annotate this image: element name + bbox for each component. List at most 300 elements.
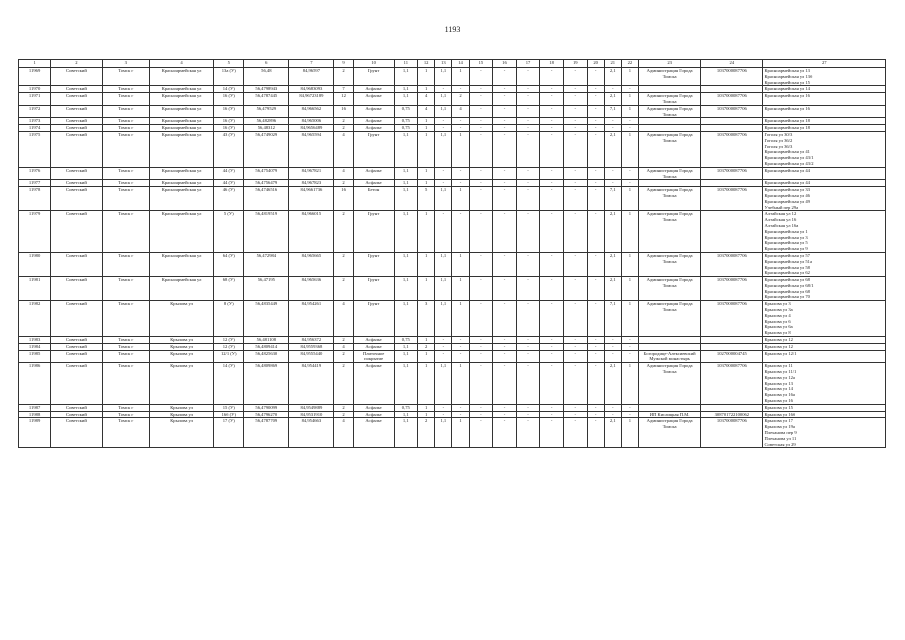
column-header: 16	[493, 60, 517, 68]
table-cell: -	[516, 337, 540, 344]
table-cell: 1,1	[394, 411, 418, 418]
table-cell: Крылова ул 12	[763, 343, 886, 350]
table-cell: -	[469, 68, 493, 86]
table-cell: 5	[418, 187, 435, 211]
table-cell: Алтайская ул 12 Алтайская ул 16 Алтайская ул 16а Красноармейская ул 1 Красноармейская ул 3 Красноармейская ул 5 Красноармейская ул 9	[763, 211, 886, 253]
table-cell: -	[516, 404, 540, 411]
table-cell: 1,1	[435, 252, 452, 276]
table-cell: 11980	[19, 252, 51, 276]
table-cell: -	[621, 180, 638, 187]
table-cell: Советский	[51, 301, 103, 337]
table-cell: Красноармейская ул 57 Красноармейская ул 51а Красноармейская ул 58 Красноармейская ул 62	[763, 252, 886, 276]
table-cell: 16б (У)	[214, 411, 244, 418]
table-cell: 16 (У)	[214, 125, 244, 132]
table-cell: -	[516, 86, 540, 93]
table-cell: Администрация Города Томска	[639, 252, 701, 276]
table-cell: 2,1	[604, 418, 621, 448]
table-cell: 84,965665	[289, 252, 334, 276]
table-cell: -	[563, 131, 587, 167]
table-cell: -	[563, 86, 587, 93]
table-cell: -	[493, 277, 517, 301]
table-cell: 2,1	[604, 68, 621, 86]
table-cell: 1037000087706	[701, 68, 763, 86]
table-cell: -	[516, 125, 540, 132]
table-cell: 1,1	[435, 187, 452, 211]
table-cell: Томск г	[102, 105, 149, 118]
table-row	[19, 125, 886, 132]
table-row	[19, 411, 886, 418]
column-header: 21	[604, 60, 621, 68]
table-cell: -	[435, 404, 452, 411]
table-cell: 1	[418, 125, 435, 132]
table-cell: 2,1	[604, 252, 621, 276]
table-row	[19, 105, 886, 118]
table-cell	[701, 86, 763, 93]
table-cell: 11976	[19, 167, 51, 180]
table-cell: 1037000087706	[701, 167, 763, 180]
table-cell: 1,1	[394, 187, 418, 211]
table-cell: -	[469, 343, 493, 350]
table-cell: 1	[452, 301, 469, 337]
table-cell: 308701722100062	[701, 411, 763, 418]
table-cell: Асфальт	[353, 118, 394, 125]
table-cell: 84,9656489	[289, 125, 334, 132]
table-cell: Советский	[51, 125, 103, 132]
table-cell: 56,472984	[244, 252, 289, 276]
table-cell: 3	[418, 301, 435, 337]
table-cell: -	[604, 343, 621, 350]
table-cell: Советский	[51, 180, 103, 187]
table-cell: 56,4787709	[244, 418, 289, 448]
table-cell: 2	[334, 68, 353, 86]
table-cell	[701, 337, 763, 344]
table-cell: 1,1	[394, 418, 418, 448]
table-cell: -	[469, 180, 493, 187]
table-cell: 56,4754079	[244, 167, 289, 180]
table-cell: -	[493, 180, 517, 187]
table-cell: 2	[418, 343, 435, 350]
table-cell: 84,954419	[289, 363, 334, 405]
table-cell: 2	[334, 350, 353, 363]
table-cell: 1	[418, 350, 435, 363]
table-cell: -	[587, 125, 604, 132]
table-cell: 84,966015	[289, 211, 334, 253]
column-header: 23	[639, 60, 701, 68]
table-cell: 16	[334, 187, 353, 211]
table-cell: -	[621, 411, 638, 418]
table-cell: -	[435, 211, 452, 253]
table-cell: 2	[334, 252, 353, 276]
table-row	[19, 118, 886, 125]
table-cell: -	[516, 180, 540, 187]
table-cell: Красноармейская ул	[149, 180, 213, 187]
table-cell: 1	[418, 252, 435, 276]
table-cell: -	[563, 343, 587, 350]
table-cell: -	[493, 418, 517, 448]
table-cell: 2,1	[604, 277, 621, 301]
table-cell: -	[469, 277, 493, 301]
table-cell: Красноармейская ул 14	[763, 86, 886, 93]
table-cell: -	[540, 350, 564, 363]
table-cell: Советский	[51, 277, 103, 301]
table-cell: Администрация Города Томска	[639, 93, 701, 106]
table-cell: 4	[334, 167, 353, 180]
table-cell: Томск г	[102, 418, 149, 448]
table-cell: 11979	[19, 211, 51, 253]
table-cell: 17 (У)	[214, 418, 244, 448]
table-cell: Советский	[51, 337, 103, 344]
table-cell: Администрация Города Томска	[639, 131, 701, 167]
table-cell: 8 (У)	[214, 301, 244, 337]
table-cell: -	[452, 180, 469, 187]
table-cell: Крылова ул	[149, 411, 213, 418]
table-cell: Красноармейская ул	[149, 211, 213, 253]
table-cell: -	[452, 118, 469, 125]
table-cell: Администрация Города Томска	[639, 68, 701, 86]
table-cell: -	[587, 93, 604, 106]
table-cell: Крылова ул 11 Крылова ул 11/1 Крылова ул 12а Крылова ул 13 Крылова ул 14 Крылова ул 16а Крылова ул 16	[763, 363, 886, 405]
table-cell: 1037000087706	[701, 301, 763, 337]
table-cell: Советский	[51, 350, 103, 363]
table-cell: -	[516, 363, 540, 405]
table-cell: -	[516, 187, 540, 211]
table-cell: -	[435, 167, 452, 180]
table-cell: 44 (У)	[214, 180, 244, 187]
table-cell: -	[563, 337, 587, 344]
table-cell: -	[587, 343, 604, 350]
table-cell: 1	[621, 277, 638, 301]
table-cell: -	[452, 343, 469, 350]
table-cell: -	[563, 68, 587, 86]
table-cell: Советский	[51, 167, 103, 180]
table-cell: -	[604, 411, 621, 418]
table-cell: 84,965594	[289, 131, 334, 167]
table-cell: 1037000087706	[701, 93, 763, 106]
table-cell: 1	[418, 337, 435, 344]
table-cell: Советский	[51, 343, 103, 350]
table-cell: 1	[418, 118, 435, 125]
table-cell: 46 (У)	[214, 187, 244, 211]
table-cell: -	[540, 131, 564, 167]
table-cell: -	[493, 343, 517, 350]
table-cell: Асфальт	[353, 337, 394, 344]
table-cell: 2	[334, 277, 353, 301]
table-cell: -	[435, 86, 452, 93]
table-cell: -	[435, 118, 452, 125]
table-cell: 4	[334, 131, 353, 167]
table-cell: 64 (У)	[214, 252, 244, 276]
table-cell: -	[540, 418, 564, 448]
table-cell	[639, 404, 701, 411]
table-cell: Советский	[51, 411, 103, 418]
table-cell: -	[540, 105, 564, 118]
table-cell: Красноармейская ул	[149, 93, 213, 106]
table-cell: Томск г	[102, 93, 149, 106]
table-cell: Красноармейская ул	[149, 68, 213, 86]
table-cell: 2,1	[604, 211, 621, 253]
table-cell: Администрация Города Томска	[639, 301, 701, 337]
table-cell: 2	[334, 180, 353, 187]
table-cell	[701, 404, 763, 411]
table-cell: Администрация Города Томска	[639, 167, 701, 180]
table-cell: 11981	[19, 277, 51, 301]
table-cell: 1,1	[394, 68, 418, 86]
table-cell: -	[563, 350, 587, 363]
table-cell: Администрация Города Томска	[639, 105, 701, 118]
table-cell: -	[563, 125, 587, 132]
table-cell	[701, 180, 763, 187]
table-cell: 11972	[19, 105, 51, 118]
table-cell: 7,1	[604, 105, 621, 118]
table-cell: 1,1	[394, 277, 418, 301]
table-cell: -	[621, 125, 638, 132]
table-cell: 84,9555440	[289, 350, 334, 363]
table-cell: 1	[452, 187, 469, 211]
table-cell: -	[604, 404, 621, 411]
table-cell: 1,1	[435, 105, 452, 118]
table-cell: 84,9661736	[289, 187, 334, 211]
table-cell: 56,4809414	[244, 343, 289, 350]
table-cell: Богородице-Алексиевский Мужской монастырь	[639, 350, 701, 363]
table-cell: 1	[418, 86, 435, 93]
table-cell: 0,75	[394, 105, 418, 118]
table-cell: 0,75	[394, 404, 418, 411]
table-cell: 56,481108	[244, 337, 289, 344]
table-cell: 1	[621, 211, 638, 253]
table-cell: 84,965636	[289, 277, 334, 301]
table-cell: Асфальт	[353, 93, 394, 106]
table-cell: 11975	[19, 131, 51, 167]
table-cell: Крылова ул	[149, 301, 213, 337]
column-header: 15	[469, 60, 493, 68]
table-cell: 56,482896	[244, 118, 289, 125]
table-cell: Советский	[51, 118, 103, 125]
table-cell: 1	[621, 301, 638, 337]
table-cell: 11974	[19, 125, 51, 132]
table-cell: -	[493, 404, 517, 411]
table-cell: 4	[418, 105, 435, 118]
table-cell: -	[452, 86, 469, 93]
table-cell: 84,9559368	[289, 343, 334, 350]
table-cell: -	[493, 187, 517, 211]
table-cell: -	[540, 404, 564, 411]
table-cell: 2	[334, 411, 353, 418]
table-cell: -	[563, 404, 587, 411]
table-row	[19, 418, 886, 448]
table-cell: 16	[334, 105, 353, 118]
registry-table	[18, 59, 886, 448]
table-cell: 56,4756479	[244, 180, 289, 187]
table-cell: -	[587, 105, 604, 118]
column-header: 7	[289, 60, 334, 68]
table-cell: Томск г	[102, 411, 149, 418]
table-cell: -	[493, 118, 517, 125]
table-cell: 43 (У)	[214, 131, 244, 167]
table-cell	[701, 118, 763, 125]
table-cell: 2	[334, 337, 353, 344]
table-cell: 1	[452, 277, 469, 301]
table-cell: 1	[621, 105, 638, 118]
table-cell: Красноармейская ул	[149, 277, 213, 301]
table-cell: -	[469, 131, 493, 167]
table-cell: Асфальт	[353, 180, 394, 187]
table-cell: 1,1	[394, 343, 418, 350]
table-cell: Томск г	[102, 252, 149, 276]
table-cell: Советский	[51, 93, 103, 106]
table-cell: 4	[452, 105, 469, 118]
column-header: 19	[563, 60, 587, 68]
table-cell: ИП Кислицкая П.М.	[639, 411, 701, 418]
table-cell: 4	[334, 343, 353, 350]
column-header: 9	[334, 60, 353, 68]
column-header: 20	[587, 60, 604, 68]
table-cell: 56,4787445	[244, 93, 289, 106]
table-cell: -	[493, 167, 517, 180]
table-cell: Администрация Города Томска	[639, 418, 701, 448]
table-cell: 2	[334, 125, 353, 132]
table-cell: -	[587, 252, 604, 276]
table-cell: -	[604, 125, 621, 132]
table-cell: -	[540, 337, 564, 344]
table-cell: 16 (У)	[214, 118, 244, 125]
table-cell: Красноармейская ул	[149, 252, 213, 276]
table-cell: -	[540, 86, 564, 93]
table-cell: -	[563, 167, 587, 180]
table-cell: 11989	[19, 418, 51, 448]
table-cell: 1	[621, 252, 638, 276]
table-cell: -	[469, 418, 493, 448]
table-cell: 12 (У)	[214, 337, 244, 344]
table-cell: Красноармейская ул 44	[763, 180, 886, 187]
table-cell: -	[493, 105, 517, 118]
column-header: 12	[418, 60, 435, 68]
table-cell: -	[621, 337, 638, 344]
table-cell: -	[493, 125, 517, 132]
table-cell: Томск г	[102, 68, 149, 86]
table-cell: 1	[418, 180, 435, 187]
table-cell: 84,954663	[289, 418, 334, 448]
table-cell: Томск г	[102, 337, 149, 344]
table-cell: 0,75	[394, 125, 418, 132]
table-cell: -	[587, 86, 604, 93]
table-cell: -	[516, 277, 540, 301]
table-cell: Крылова ул	[149, 343, 213, 350]
table-cell: 11987	[19, 404, 51, 411]
table-row	[19, 180, 886, 187]
table-cell: 2,1	[604, 131, 621, 167]
table-cell: -	[469, 93, 493, 106]
table-cell: -	[604, 350, 621, 363]
table-cell: Советский	[51, 187, 103, 211]
table-cell: -	[516, 301, 540, 337]
table-cell: 1,1	[435, 93, 452, 106]
column-header: 6	[244, 60, 289, 68]
table-cell: -	[452, 411, 469, 418]
table-cell: 11970	[19, 86, 51, 93]
table-cell: -	[587, 411, 604, 418]
table-cell: -	[469, 301, 493, 337]
table-cell: -	[435, 337, 452, 344]
table-cell: -	[587, 118, 604, 125]
table-cell: 4	[334, 301, 353, 337]
table-cell: Асфальт	[353, 86, 394, 93]
table-cell: Томск г	[102, 131, 149, 167]
table-cell: -	[452, 350, 469, 363]
column-header: 13	[435, 60, 452, 68]
table-cell: 1027000004745	[701, 350, 763, 363]
table-cell: 1	[621, 93, 638, 106]
table-cell: 1,1	[435, 68, 452, 86]
table-cell: -	[452, 211, 469, 253]
table-cell: 1,1	[394, 350, 418, 363]
table-cell: 56,4825630	[244, 350, 289, 363]
table-cell: 1,1	[435, 301, 452, 337]
table-cell: -	[540, 343, 564, 350]
table-cell: Томск г	[102, 343, 149, 350]
table-cell: 56,4809869	[244, 363, 289, 405]
table-cell: -	[540, 211, 564, 253]
table-row	[19, 363, 886, 405]
table-cell: -	[469, 337, 493, 344]
table-cell: 11982	[19, 301, 51, 337]
table-cell: 11973	[19, 118, 51, 125]
table-cell: Крылова ул 12/1	[763, 350, 886, 363]
table-cell: -	[516, 93, 540, 106]
table-cell: 1	[452, 363, 469, 405]
table-cell: -	[587, 363, 604, 405]
table-cell: -	[587, 337, 604, 344]
table-cell: 1,1	[394, 301, 418, 337]
table-row	[19, 167, 886, 180]
table-cell: 84,967821	[289, 167, 334, 180]
table-cell: -	[587, 68, 604, 86]
table-cell: 1	[418, 411, 435, 418]
table-cell: Красноармейская ул 18	[763, 125, 886, 132]
table-cell: Грунт	[353, 68, 394, 86]
table-cell: 1	[452, 252, 469, 276]
table-cell: 56,4746516	[244, 187, 289, 211]
table-cell: 11983	[19, 337, 51, 344]
column-header: 5	[214, 60, 244, 68]
table-cell: Грунт	[353, 252, 394, 276]
table-cell: -	[435, 125, 452, 132]
table-cell: Асфальт	[353, 411, 394, 418]
table-cell: -	[604, 86, 621, 93]
table-cell: Красноармейская ул 44	[763, 167, 886, 180]
table-cell: 1,1	[435, 363, 452, 405]
table-row	[19, 350, 886, 363]
table-cell: -	[469, 118, 493, 125]
table-cell: Красноармейская ул	[149, 105, 213, 118]
table-cell: 1	[621, 418, 638, 448]
table-cell: 1,1	[435, 131, 452, 167]
table-cell: Советский	[51, 252, 103, 276]
column-header: 17	[516, 60, 540, 68]
table-cell: -	[469, 187, 493, 211]
table-row	[19, 131, 886, 167]
table-cell: -	[516, 118, 540, 125]
table-cell: 1	[418, 363, 435, 405]
table-cell: -	[435, 411, 452, 418]
table-cell: -	[540, 118, 564, 125]
table-cell: -	[540, 180, 564, 187]
table-row	[19, 277, 886, 301]
table-cell: 1	[418, 404, 435, 411]
table-cell: 84,9683093	[289, 86, 334, 93]
table-cell: Томск г	[102, 187, 149, 211]
table-cell: -	[563, 411, 587, 418]
table-cell: -	[563, 301, 587, 337]
